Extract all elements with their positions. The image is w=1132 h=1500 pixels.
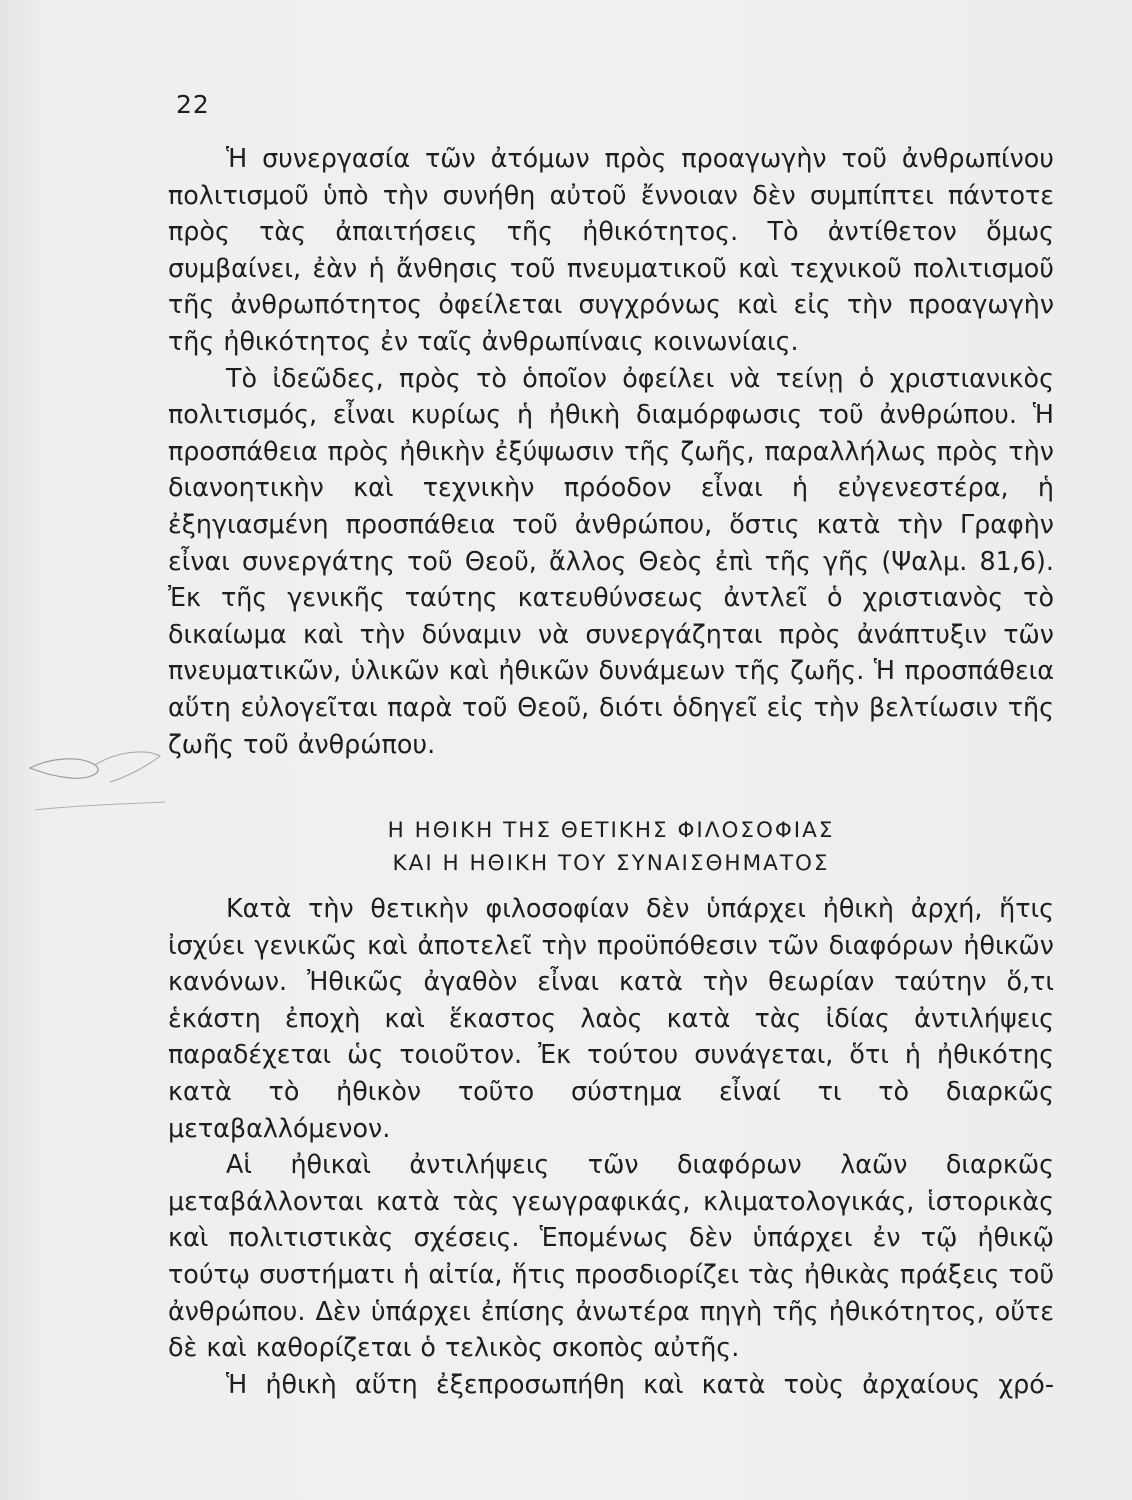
- paragraph-5: Ἡ ἠθικὴ αὕτη ἐξεπροσωπήθη καὶ κατὰ τοὺς ἀρχαίους χρό-: [226, 1368, 1054, 1399]
- page-number: 22: [176, 90, 210, 119]
- margin-pencil-mark: [10, 740, 170, 830]
- section-heading: [168, 814, 1054, 880]
- paragraph-3: Κατὰ τὴν θετικὴν φιλοσοφίαν δὲν ὑπάρχει ἠθικὴ ἀρχή, ἥτις ἰσχύει γενικῶς καὶ ἀποτελεῖ τὴν προϋπόθεσιν τῶν διαφόρων ἠθικῶν κανόνων. Ἠθικῶς ἀγαθὸν εἶναι κατὰ τὴν θεωρίαν ταύτην ὅ,τι ἑκάστη ἐποχὴ καὶ ἕκαστος λαὸς κατὰ τὰς ἰδίας ἀντιλήψεις παραδέχεται ὡς τοιοῦτον. Ἐκ τούτου συνάγεται, ὅτι ἡ ἠθικότης κατὰ τὸ ἠθικὸν τοῦτο σύστημα εἶναί τι τὸ διαρκῶς μεταβαλλόμενον.: [168, 893, 1054, 1143]
- paragraph-4: Αἱ ἠθικαὶ ἀντιλήψεις τῶν διαφόρων λαῶν διαρκῶς μεταβάλλονται κατὰ τὰς γεωγραφικάς, κλιματολογικάς, ἱστορικὰς καὶ πολιτιστικὰς σχέσεις. Ἑπομένως δὲν ὑπάρχει ἐν τῷ ἠθικῷ τούτῳ συστήματι ἡ αἰτία, ἥτις προσδιορίζει τὰς ἠθικὰς πράξεις τοῦ ἀνθρώπου. Δὲν ὑπάρχει ἐπίσης ἀνωτέρα πηγὴ τῆς ἠθικότητος, οὔτε δὲ καὶ καθορίζεται ὁ τελικὸς σκοπὸς αὐτῆς.: [168, 1149, 1055, 1363]
- paragraph-2: Τὸ ἰδεῶδες, πρὸς τὸ ὁποῖον ὀφείλει νὰ τείνῃ ὁ χριστιανικὸς πολιτισμός, εἶναι κυρίως ἡ ἠθικὴ διαμόρφωσις τοῦ ἀνθρώπου. Ἡ προσπάθεια πρὸς ἠθικὴν ἐξύψωσιν τῆς ζωῆς, παραλλήλως πρὸς τὴν διανοητικὴν καὶ τεχνικὴν πρόοδον εἶναι ἡ εὐγενεστέρα, ἡ ἐξηγιασμένη προσπάθεια τοῦ ἀνθρώπου, ὅστις κατὰ τὴν Γραφὴν εἶναι συνεργάτης τοῦ Θεοῦ, ἄλλος Θεὸς ἐπὶ τῆς γῆς (Ψαλμ. 81,6). Ἐκ τῆς γενικῆς ταύτης κατευθύνσεως ἀντλεῖ ὁ χριστιανὸς τὸ δικαίωμα καὶ τὴν δύναμιν νὰ συνεργάζηται πρὸς ἀνάπτυξιν τῶν πνευματικῶν, ὑλικῶν καὶ ἠθικῶν δυνάμεων τῆς ζωῆς. Ἡ προσπάθεια αὕτη εὐλογεῖται παρὰ τοῦ Θεοῦ, διότι ὁδηγεῖ εἰς τὴν βελτίωσιν τῆς ζωῆς τοῦ ἀνθρώπου.: [168, 362, 1054, 759]
- page-body: [168, 140, 1054, 1402]
- paragraph-1: Ἡ συνεργασία τῶν ἀτόμων πρὸς προαγωγὴν τοῦ ἀνθρωπίνου πολιτισμοῦ ὑπὸ τὴν συνήθη αὐτοῦ ἔννοιαν δὲν συμπίπτει πάντοτε πρὸς τὰς ἀπαιτήσεις τῆς ἠθικότητος. Τὸ ἀντίθετον ὅμως συμβαίνει, ἐὰν ἡ ἄνθησις τοῦ πνευματικοῦ καὶ τεχνικοῦ πολιτισμοῦ τῆς ἀνθρωπότητος ὀφείλεται συγχρόνως καὶ εἰς τὴν προαγωγὴν τῆς ἠθικότητος ἐν ταῖς ἀνθρωπίναις κοινωνίαις.: [168, 143, 1054, 356]
- section-heading-line-1: Η ΗΘΙΚΗ ΤΗΣ ΘΕΤΙΚΗΣ ΦΙΛΟΣΟΦΙΑΣ: [387, 818, 835, 844]
- section-heading-line-2: ΚΑΙ Η ΗΘΙΚΗ ΤΟΥ ΣΥΝΑΙΣΘΗΜΑΤΟΣ: [392, 851, 830, 877]
